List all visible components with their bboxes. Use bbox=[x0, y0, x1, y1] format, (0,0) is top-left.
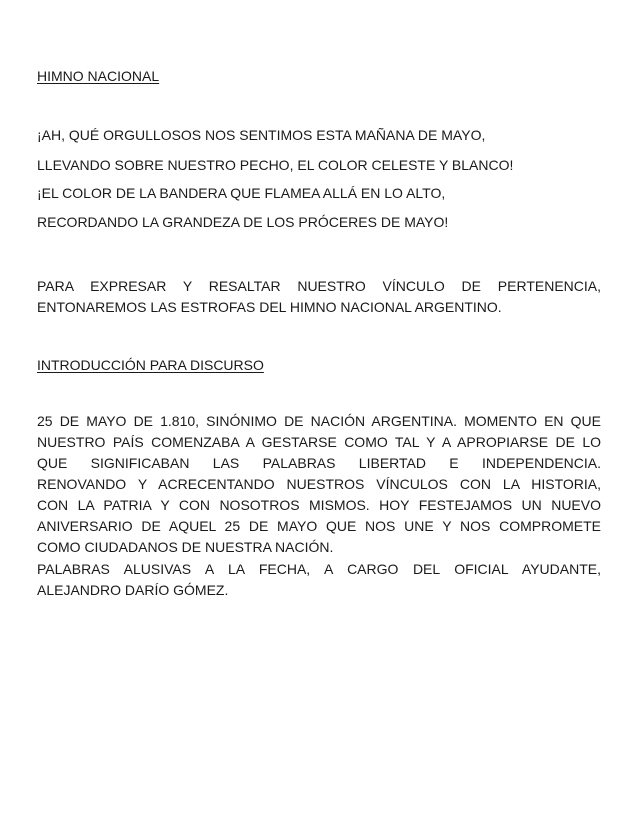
paragraph-expresar-line-1: PARA EXPRESAR Y RESALTAR NUESTRO VÍNCULO DE PERTENENCIA, bbox=[37, 278, 601, 294]
verse-line-4: RECORDANDO LA GRANDEZA DE LOS PRÓCERES DE MAYO! bbox=[37, 214, 449, 230]
paragraph-expresar-line-2: ENTONAREMOS LAS ESTROFAS DEL HIMNO NACIONAL ARGENTINO. bbox=[37, 299, 502, 315]
paragraph-discurso-line-2: NUESTRO PAÍS COMENZABA A GESTARSE COMO TAL Y A APROPIARSE DE LO bbox=[37, 434, 601, 450]
verse-line-3: ¡EL COLOR DE LA BANDERA QUE FLAMEA ALLÁ EN LO ALTO, bbox=[37, 185, 446, 201]
paragraph-expresar bbox=[37, 276, 601, 318]
verse-line-1: ¡AH, QUÉ ORGULLOSOS NOS SENTIMOS ESTA MAÑANA DE MAYO, bbox=[37, 127, 486, 143]
paragraph-discurso-line-3: QUE SIGNIFICABAN LAS PALABRAS LIBERTAD E INDEPENDENCIA. bbox=[37, 455, 601, 471]
paragraph-palabras bbox=[37, 559, 601, 601]
verse-line-2: LLEVANDO SOBRE NUESTRO PECHO, EL COLOR CELESTE Y BLANCO! bbox=[37, 157, 514, 173]
heading-himno-nacional: HIMNO NACIONAL bbox=[37, 68, 160, 84]
paragraph-palabras-line-1: PALABRAS ALUSIVAS A LA FECHA, A CARGO DEL OFICIAL AYUDANTE, bbox=[37, 561, 601, 577]
paragraph-discurso-line-4: RENOVANDO Y ACRECENTANDO NUESTROS VÍNCULOS CON LA HISTORIA, bbox=[37, 476, 601, 492]
paragraph-discurso-line-7: COMO CIUDADANOS DE NUESTRA NACIÓN. bbox=[37, 539, 334, 555]
paragraph-discurso-line-1: 25 DE MAYO DE 1.810, SINÓNIMO DE NACIÓN ARGENTINA. MOMENTO EN QUE bbox=[37, 413, 601, 429]
heading-introduccion: INTRODUCCIÓN PARA DISCURSO bbox=[37, 357, 264, 373]
paragraph-palabras-line-2: ALEJANDRO DARÍO GÓMEZ. bbox=[37, 582, 229, 598]
paragraph-discurso-line-5: CON LA PATRIA Y CON NOSOTROS MISMOS. HOY FESTEJAMOS UN NUEVO bbox=[37, 497, 601, 513]
paragraph-discurso-line-6: ANIVERSARIO DE AQUEL 25 DE MAYO QUE NOS UNE Y NOS COMPROMETE bbox=[37, 518, 601, 534]
paragraph-discurso bbox=[37, 411, 601, 558]
